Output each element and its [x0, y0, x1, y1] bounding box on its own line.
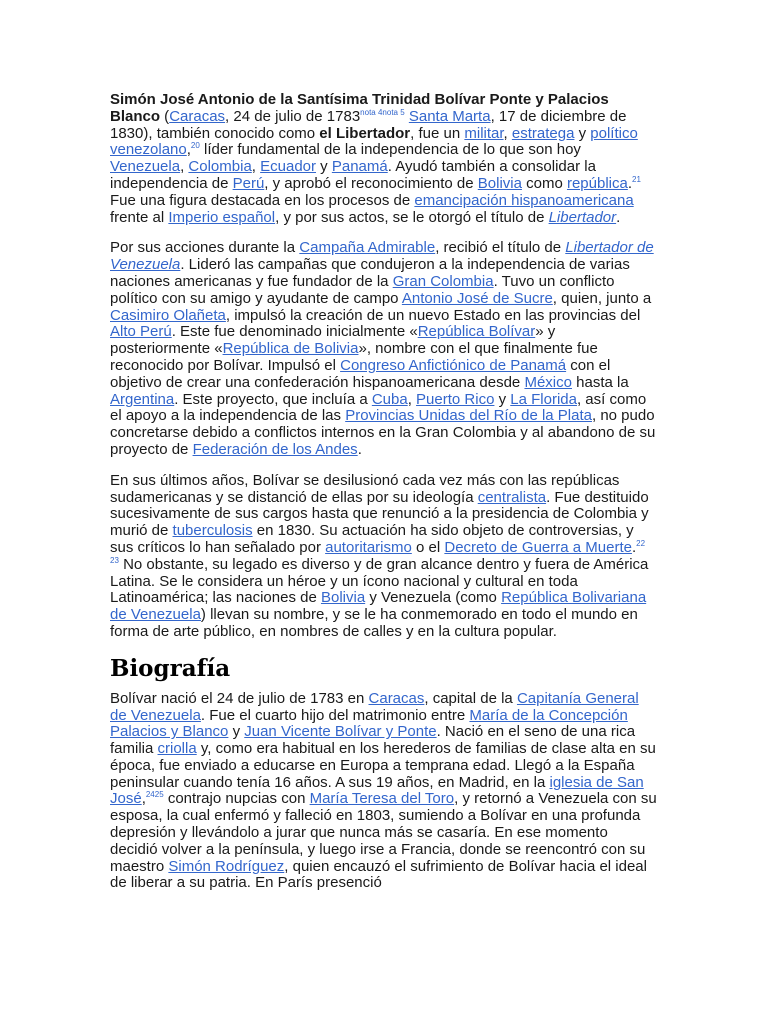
citation-ref[interactable]: 23 [110, 555, 119, 565]
citation-ref[interactable]: 22 [636, 538, 646, 548]
link-estratega[interactable]: estratega [511, 124, 575, 142]
link-centralista[interactable]: centralista [477, 488, 547, 506]
link-sucre[interactable]: Antonio José de Sucre [401, 289, 553, 307]
link-iglesia-san-jose[interactable]: iglesia de San José [110, 773, 644, 808]
link-cuba[interactable]: Cuba [371, 390, 408, 408]
link-autoritarismo[interactable]: autoritarismo [325, 538, 412, 556]
link-bolivia[interactable]: Bolivia [477, 174, 522, 192]
link-puerto-rico[interactable]: Puerto Rico [416, 390, 495, 408]
citation-ref[interactable]: 21 [632, 174, 641, 184]
citation-ref[interactable]: 2425 [145, 790, 164, 800]
link-politico[interactable]: político [590, 124, 638, 142]
link-militar[interactable]: militar [464, 124, 504, 142]
citation-ref[interactable]: 20 [190, 141, 200, 151]
link-republica[interactable]: república [566, 174, 628, 192]
link-venezolano[interactable]: venezolano [110, 141, 187, 159]
link-santa-marta[interactable]: Santa Marta [408, 107, 491, 125]
note-ref[interactable]: nota 5 [382, 107, 405, 117]
link-maria-teresa[interactable]: María Teresa del Toro [309, 790, 455, 808]
note-ref[interactable]: nota 4 [360, 107, 383, 117]
link-ecuador[interactable]: Ecuador [260, 158, 317, 176]
link-campana-admirable[interactable]: Campaña Admirable [299, 239, 436, 257]
link-federacion-andes[interactable]: Federación de los Andes [192, 440, 358, 458]
link-juan-vicente[interactable]: Juan Vicente Bolívar y Ponte [244, 723, 437, 741]
link-mexico[interactable]: México [524, 373, 572, 391]
link-simon-rodriguez[interactable]: Simón Rodríguez [168, 857, 285, 875]
link-emancipacion[interactable]: emancipación hispanoamericana [414, 191, 634, 209]
intro-paragraph: Simón José Antonio de la Santísima Trinidad Bolívar Ponte y Palacios Blanco (Caracas, 24 de julio de $1783^{nota 4nota 5}$ Santa Marta, 17 de diciembre de 1830), también conocido como el Libertador, fue un militar, estratega y político venezolano,$^{20}$ líder fundamental de la independencia de lo que son hoy Venezuela, Colombia, Ecuador y Panamá. Ayudó también a consolidar la independencia de Perú, y aprobó el reconocimiento de Bolivia como república.$^{21}$ Fue una figura destacada en los procesos de emancipación hispanoamericana frente al Imperio español, y por sus actos, se le otorgó el título de Libertador. [110, 91, 641, 226]
link-capitania-general[interactable]: Capitanía General de Venezuela [110, 689, 639, 724]
link-la-florida[interactable]: La Florida [510, 390, 577, 408]
epithet: el Libertador [319, 124, 411, 142]
link-decreto-guerra[interactable]: Decreto de Guerra a Muerte [444, 538, 632, 556]
link-republica-bolivar[interactable]: República Bolívar [417, 323, 536, 341]
biography-paragraph: Bolívar nació el 24 de julio de 1783 en Caracas, capital de la Capitanía General de Venezuela. Fue el cuarto hijo del matrimonio entre María de la Concepción Palacios y Blanco y Juan Vicente Bolívar y Ponte. Nació en el seno de una rica familia criolla y, como era habitual en los herederos de familias de clase alta en su época, fue enviado a educarse en Europa a temprana edad. Llegó a la España peninsular cuando tenía 16 años. A sus 19 años, en Madrid, en la iglesia de San José,$^{2425}$ contrajo nupcias con María Teresa del Toro, y retornó a Venezuela con su esposa, la cual enfermó y falleció en 1803, sumiendo a Bolívar en una profunda depresión y llevándolo a jurar que nunca más se casaría. En ese momento decidió volver a la península, y luego irse a Francia, donde se reencontró con su maestro Simón Rodríguez, quien encauzó el sufrimiento de Bolívar hacia el ideal de liberar a su patria. En París presenció [110, 689, 657, 892]
link-gran-colombia[interactable]: Gran Colombia [392, 272, 494, 290]
link-argentina[interactable]: Argentina [110, 390, 175, 408]
link-libertador-venezuela[interactable]: Libertador de Venezuela [110, 239, 654, 274]
article-body [110, 92, 658, 906]
link-alto-peru[interactable]: Alto Perú [110, 323, 172, 341]
link-venezuela[interactable]: Venezuela [110, 158, 181, 176]
link-olaneta[interactable]: Casimiro Olañeta [110, 306, 226, 324]
link-caracas[interactable]: Caracas [169, 107, 226, 125]
link-libertador[interactable]: Libertador [548, 208, 617, 226]
link-imperio-espanol[interactable]: Imperio español [168, 208, 276, 226]
link-republica-bolivariana[interactable]: República Bolivariana de Venezuela [110, 589, 647, 624]
link-peru[interactable]: Perú [232, 174, 265, 192]
section-heading: Biografía [110, 654, 231, 682]
link-congreso-panama[interactable]: Congreso Anfictiónico de Panamá [340, 356, 567, 374]
link-panama[interactable]: Panamá [331, 158, 388, 176]
link-criolla[interactable]: criolla [157, 740, 197, 758]
link-bolivia[interactable]: Bolivia [320, 589, 366, 607]
campaigns-paragraph: Por sus acciones durante la Campaña Admirable, recibió el título de Libertador de Venezuela. Lideró las campañas que condujeron a la independencia de varias naciones americanas y fue fundador de la Gran Colombia. Tuvo un conflicto político con su amigo y ayudante de campo Antonio José de Sucre, quien, junto a Casimiro Olañeta, impulsó la creación de un nuevo Estado en las provincias del Alto Perú. Este fue denominado inicialmente «República Bolívar» y posteriormente «República de Bolivia», nombre con el que finalmente fue reconocido por Bolívar. Impulsó el Congreso Anfictiónico de Panamá con el objetivo de crear una confederación hispanoamericana desde México hasta la Argentina. Este proyecto, que incluía a Cuba, Puerto Rico y La Florida, así como el apoyo a la independencia de las Provincias Unidas del Río de la Plata, no pudo concretarse debido a conflictos internos en la Gran Colombia y al abandono de su proyecto de Federación de los Andes. [110, 239, 656, 458]
later-years-paragraph: En sus últimos años, Bolívar se desilusionó cada vez más con las repúblicas sudamericanas y se distanció de ellas por su ideología centralista. Fue destituido sucesivamente de sus cargos hasta que renunció a la presidencia de Colombia y murió de tuberculosis en 1830. Su actuación ha sido objeto de controversias, y sus críticos lo han señalado por autoritarismo o el Decreto de Guerra a Muerte.$^{22}$ $^{23}$ No obstante, su legado es diverso y de gran alcance dentro y fuera de América Latina. Se le considera un héroe y un ícono nacional y cultural en toda Latinoamérica; las naciones de Bolivia y Venezuela (como República Bolivariana de Venezuela) llevan su nombre, y se le ha conmemorado en todo el mundo en forma de arte público, en nombres de calles y en la cultura popular. [110, 471, 649, 640]
link-maria-concepcion[interactable]: María de la Concepción Palacios y Blanco [110, 706, 628, 741]
link-caracas[interactable]: Caracas [368, 689, 425, 707]
link-colombia[interactable]: Colombia [188, 158, 252, 176]
link-provincias-unidas[interactable]: Provincias Unidas del Río de la Plata [345, 407, 592, 425]
full-name: Simón José Antonio de la Santísima Trinidad Bolívar Ponte y Palacios Blanco [110, 91, 609, 125]
link-tuberculosis[interactable]: tuberculosis [172, 522, 253, 540]
link-republica-bolivia[interactable]: República de Bolivia [222, 340, 359, 358]
